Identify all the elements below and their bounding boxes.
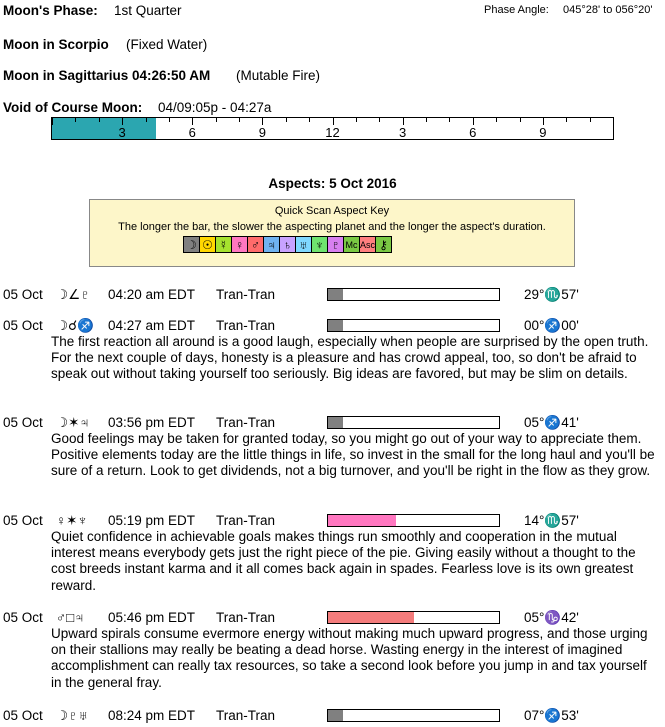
ruler-tick bbox=[566, 118, 567, 122]
ruler-tick bbox=[192, 118, 193, 125]
aspect-position: 29°♏57' bbox=[524, 287, 579, 302]
aspect-duration-bar bbox=[327, 514, 500, 527]
hour-ruler bbox=[51, 117, 614, 140]
moon-sign-1-element: (Fixed Water) bbox=[126, 37, 208, 52]
aspect-type: Tran-Tran bbox=[216, 287, 276, 302]
aspect-key-cell: Mc bbox=[343, 236, 360, 253]
aspect-position: 14°♏57' bbox=[524, 513, 579, 528]
aspect-row bbox=[3, 415, 663, 432]
aspect-key-box bbox=[89, 199, 575, 267]
ruler-tick bbox=[496, 118, 497, 122]
void-of-course-value: 04/09:05p - 04:27a bbox=[158, 100, 272, 115]
aspect-key-cell: ♇ bbox=[327, 236, 344, 253]
ruler-tick bbox=[449, 118, 450, 122]
aspect-type: Tran-Tran bbox=[216, 415, 276, 430]
aspect-type: Tran-Tran bbox=[216, 610, 276, 625]
ruler-tick bbox=[75, 118, 76, 122]
ruler-tick bbox=[99, 118, 100, 122]
aspect-key-glyphs bbox=[183, 236, 391, 255]
aspect-row bbox=[3, 318, 663, 335]
aspect-key-cell: ♄ bbox=[279, 236, 296, 253]
aspect-date: 05 Oct bbox=[3, 287, 43, 302]
aspect-key-cell: ♀ bbox=[231, 236, 248, 253]
aspect-key-cell: ⚷ bbox=[375, 236, 392, 253]
ruler-tick bbox=[590, 118, 591, 122]
ruler-hour-label: 3 bbox=[399, 125, 407, 140]
aspect-key-cell: ☽ bbox=[183, 236, 200, 253]
aspect-position: 05°♑42' bbox=[524, 610, 579, 625]
ruler-hour-label: 9 bbox=[258, 125, 266, 140]
aspects-title: Aspects: 5 Oct 2016 bbox=[268, 176, 397, 191]
ruler-tick bbox=[122, 118, 123, 125]
aspect-type: Tran-Tran bbox=[216, 513, 276, 528]
moon-phase-label: Moon's Phase: bbox=[3, 3, 98, 18]
void-of-course-fill bbox=[52, 118, 156, 139]
aspect-key-title: Quick Scan Aspect Key bbox=[274, 205, 390, 217]
ruler-tick bbox=[262, 118, 263, 125]
aspect-row bbox=[3, 287, 663, 304]
aspect-glyphs: ☽☌♐ bbox=[56, 318, 94, 333]
aspect-duration-bar bbox=[327, 319, 500, 332]
aspect-time: 04:20 am EDT bbox=[108, 287, 196, 302]
ruler-tick bbox=[613, 118, 614, 125]
aspect-duration-fill bbox=[328, 612, 414, 623]
ruler-tick bbox=[216, 118, 217, 122]
aspect-duration-bar bbox=[327, 288, 500, 301]
aspect-row bbox=[3, 610, 663, 627]
aspect-glyphs: ☽✶♃ bbox=[56, 415, 90, 430]
ruler-tick bbox=[309, 118, 310, 122]
moon-phase-value: 1st Quarter bbox=[114, 3, 182, 18]
aspect-time: 05:19 pm EDT bbox=[108, 513, 196, 528]
aspect-glyphs: ♂□♃ bbox=[56, 610, 85, 625]
aspect-row bbox=[3, 513, 663, 530]
aspect-interpretation: The first reaction all around is a good laugh, especially when people are surprised by the open truth. For the next couple of days, honesty is a pleasure and has crowd appeal, too, so don't be afraid to speak out without taking yourself too seriously. Big ideas are favored, but may be slim on details. bbox=[51, 334, 649, 382]
aspect-glyphs: ♀✶♆ bbox=[56, 513, 88, 528]
ruler-tick bbox=[239, 118, 240, 122]
aspect-interpretation: Quiet confidence in achievable goals makes things run smoothly and cooperation in the mutual interest means everybody gets just the right piece of the pie. Giving easily without a thought to the cost breeds instant karma and it all comes back again in spades. Fearless love is its own greatest reward. bbox=[51, 529, 636, 593]
aspect-key-cell: ♅ bbox=[295, 236, 312, 253]
aspect-key-cell: ♃ bbox=[263, 236, 280, 253]
ruler-tick bbox=[403, 118, 404, 125]
ruler-tick bbox=[146, 118, 147, 122]
aspect-duration-fill bbox=[328, 710, 343, 721]
ruler-hour-label: 12 bbox=[325, 125, 340, 140]
ruler-tick bbox=[356, 118, 357, 122]
aspect-key-cell: ♆ bbox=[311, 236, 328, 253]
aspect-interpretation: Good feelings may be taken for granted today, so you might go out of your way to appreciate them. Positive elements today are the little things in life, so invest in the small for the long haul and you'll be sure of a return. Look to get dividends, not a big turnover, and you'll be right in the flow as they grow. bbox=[51, 431, 655, 479]
aspect-time: 08:24 pm EDT bbox=[108, 708, 196, 723]
ruler-tick bbox=[52, 118, 53, 125]
aspect-duration-bar bbox=[327, 709, 500, 722]
aspect-position: 05°♐41' bbox=[524, 415, 579, 430]
aspect-duration-bar bbox=[327, 416, 500, 429]
aspect-key-cell: Asc bbox=[359, 236, 376, 253]
aspect-date: 05 Oct bbox=[3, 708, 43, 723]
aspect-date: 05 Oct bbox=[3, 513, 43, 528]
ruler-tick bbox=[426, 118, 427, 122]
aspect-type: Tran-Tran bbox=[216, 708, 276, 723]
aspect-time: 05:46 pm EDT bbox=[108, 610, 196, 625]
moon-sign-1-label: Moon in Scorpio bbox=[3, 37, 109, 52]
aspect-glyphs: ☽♇♅ bbox=[56, 708, 89, 723]
ruler-hour-label: 6 bbox=[188, 125, 196, 140]
aspect-duration-bar bbox=[327, 611, 500, 624]
aspect-duration-fill bbox=[328, 289, 343, 300]
aspect-time: 03:56 pm EDT bbox=[108, 415, 196, 430]
aspect-type: Tran-Tran bbox=[216, 318, 276, 333]
ruler-tick bbox=[286, 118, 287, 122]
aspect-duration-fill bbox=[328, 320, 343, 331]
aspect-date: 05 Oct bbox=[3, 415, 43, 430]
aspect-duration-fill bbox=[328, 515, 396, 526]
ruler-tick bbox=[543, 118, 544, 125]
aspect-row bbox=[3, 708, 663, 725]
aspect-key-cell: ☿ bbox=[215, 236, 232, 253]
aspect-key-cell: ☉ bbox=[199, 236, 216, 253]
ruler-hour-label: 3 bbox=[118, 125, 126, 140]
moon-sign-2-element: (Mutable Fire) bbox=[236, 68, 321, 83]
ruler-hour-label: 9 bbox=[539, 125, 547, 140]
ruler-tick bbox=[520, 118, 521, 122]
ruler-tick bbox=[473, 118, 474, 125]
aspect-key-description: The longer the bar, the slower the aspecting planet and the longer the aspect's duration. bbox=[118, 221, 546, 233]
ruler-tick bbox=[379, 118, 380, 122]
aspect-time: 04:27 am EDT bbox=[108, 318, 196, 333]
ruler-tick bbox=[333, 118, 334, 125]
ruler-tick bbox=[169, 118, 170, 122]
aspect-interpretation: Upward spirals consume evermore energy without making much upward progress, and those urging on their stallions may really be beating a dead horse. Wasting energy in the interest of imagined accomplishment can really tax resources, so take a second look before you jump in and tax yourself in the general fray. bbox=[51, 626, 648, 690]
aspect-position: 07°♐53' bbox=[524, 708, 579, 723]
ruler-hour-label: 6 bbox=[469, 125, 477, 140]
aspect-position: 00°♐00' bbox=[524, 318, 579, 333]
void-of-course-label: Void of Course Moon: bbox=[3, 100, 143, 115]
aspect-duration-fill bbox=[328, 417, 343, 428]
aspect-date: 05 Oct bbox=[3, 610, 43, 625]
aspect-key-cell: ♂ bbox=[247, 236, 264, 253]
aspect-date: 05 Oct bbox=[3, 318, 43, 333]
moon-sign-2-label: Moon in Sagittarius 04:26:50 AM bbox=[3, 68, 211, 83]
phase-angle-label: Phase Angle: bbox=[484, 4, 549, 16]
aspect-glyphs: ☽∠♇ bbox=[56, 287, 91, 302]
phase-angle-value: 045°28' to 056°20' bbox=[563, 4, 653, 16]
